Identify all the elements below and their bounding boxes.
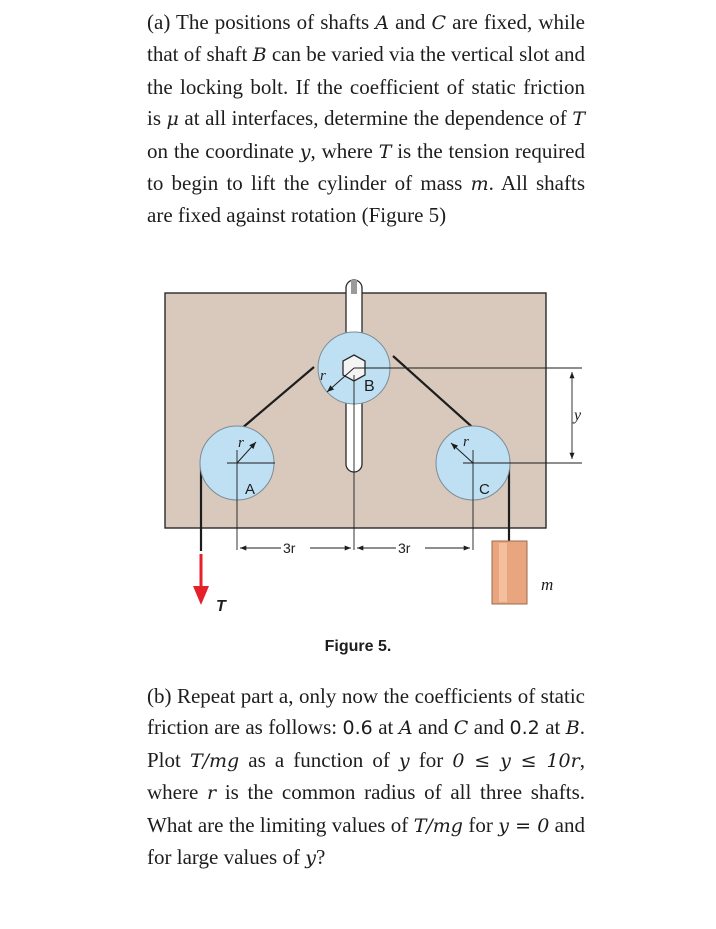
text: . All shafts are fixed against rotation (Figure 5) [147, 171, 585, 228]
label-y: y [574, 407, 582, 424]
text: and [468, 715, 510, 740]
text: (a) The positions of shafts [147, 10, 376, 34]
text: , where [310, 138, 379, 163]
value-0-6: 0.6 [342, 717, 373, 740]
cylinder-mass [492, 541, 527, 604]
expr-T-over-mg: T/mg [413, 814, 463, 837]
label-r-A: r [238, 435, 244, 451]
var-B: B [565, 717, 580, 740]
var-m: m [470, 173, 489, 196]
text: and [412, 715, 454, 740]
text: are fixed, while that of shaft [147, 10, 585, 67]
text: for [462, 812, 499, 837]
text: at [372, 715, 399, 740]
var-C: C [431, 12, 447, 34]
text: , where [147, 747, 585, 805]
var-mu: μ [166, 108, 179, 131]
figure-caption: Figure 5. [324, 638, 392, 655]
label-3r-right: 3r [398, 540, 411, 556]
expr-T-over-mg: T/mg [189, 749, 240, 772]
label-A: A [245, 481, 256, 498]
text: (b) Repeat part a, only now the coefficients of static friction are as follows: [147, 684, 585, 740]
var-T: T [572, 108, 585, 131]
text: ? [315, 845, 326, 870]
var-B: B [252, 44, 267, 67]
cylinder-highlight [499, 543, 507, 602]
part-b-paragraph [147, 681, 585, 874]
expr-y-zero: y = 0 [498, 814, 550, 837]
text: at all interfaces, determine the dependence of [178, 106, 573, 131]
label-r-B: r [320, 368, 326, 384]
pulley-figure [0, 272, 716, 632]
var-C: C [453, 717, 469, 740]
value-0-2: 0.2 [509, 717, 540, 740]
text: and [389, 10, 432, 34]
tension-arrow-head [193, 586, 209, 605]
text: as a function of [239, 747, 399, 772]
text: on the coordinate [147, 138, 300, 163]
text: is the tension required to begin to lift the cylinder of mass [147, 138, 585, 196]
label-C: C [479, 481, 490, 498]
expr-y-range: 0 ≤ y ≤ 10r [452, 749, 580, 772]
var-y: y [305, 847, 316, 870]
label-r-C: r [463, 434, 469, 450]
text: . Plot [147, 715, 586, 772]
label-B: B [364, 378, 375, 395]
text: is the common radius of all three shafts. What are the limiting values of [147, 780, 585, 837]
label-m: m [541, 575, 554, 594]
text: can be varied via the vertical slot and the locking bolt. If the coefficient of static friction is [147, 42, 585, 131]
label-3r-left: 3r [283, 540, 296, 556]
var-y: y [299, 140, 311, 163]
text: for [409, 747, 453, 772]
text: at [539, 715, 566, 740]
var-y: y [398, 749, 410, 772]
var-r: r [207, 782, 217, 805]
slot-edge [351, 280, 357, 294]
var-A: A [375, 12, 390, 34]
part-a-paragraph [147, 7, 585, 232]
text: and for large values of [147, 812, 585, 870]
label-T: T [216, 598, 226, 615]
var-A: A [398, 717, 413, 740]
var-T: T [378, 140, 392, 163]
